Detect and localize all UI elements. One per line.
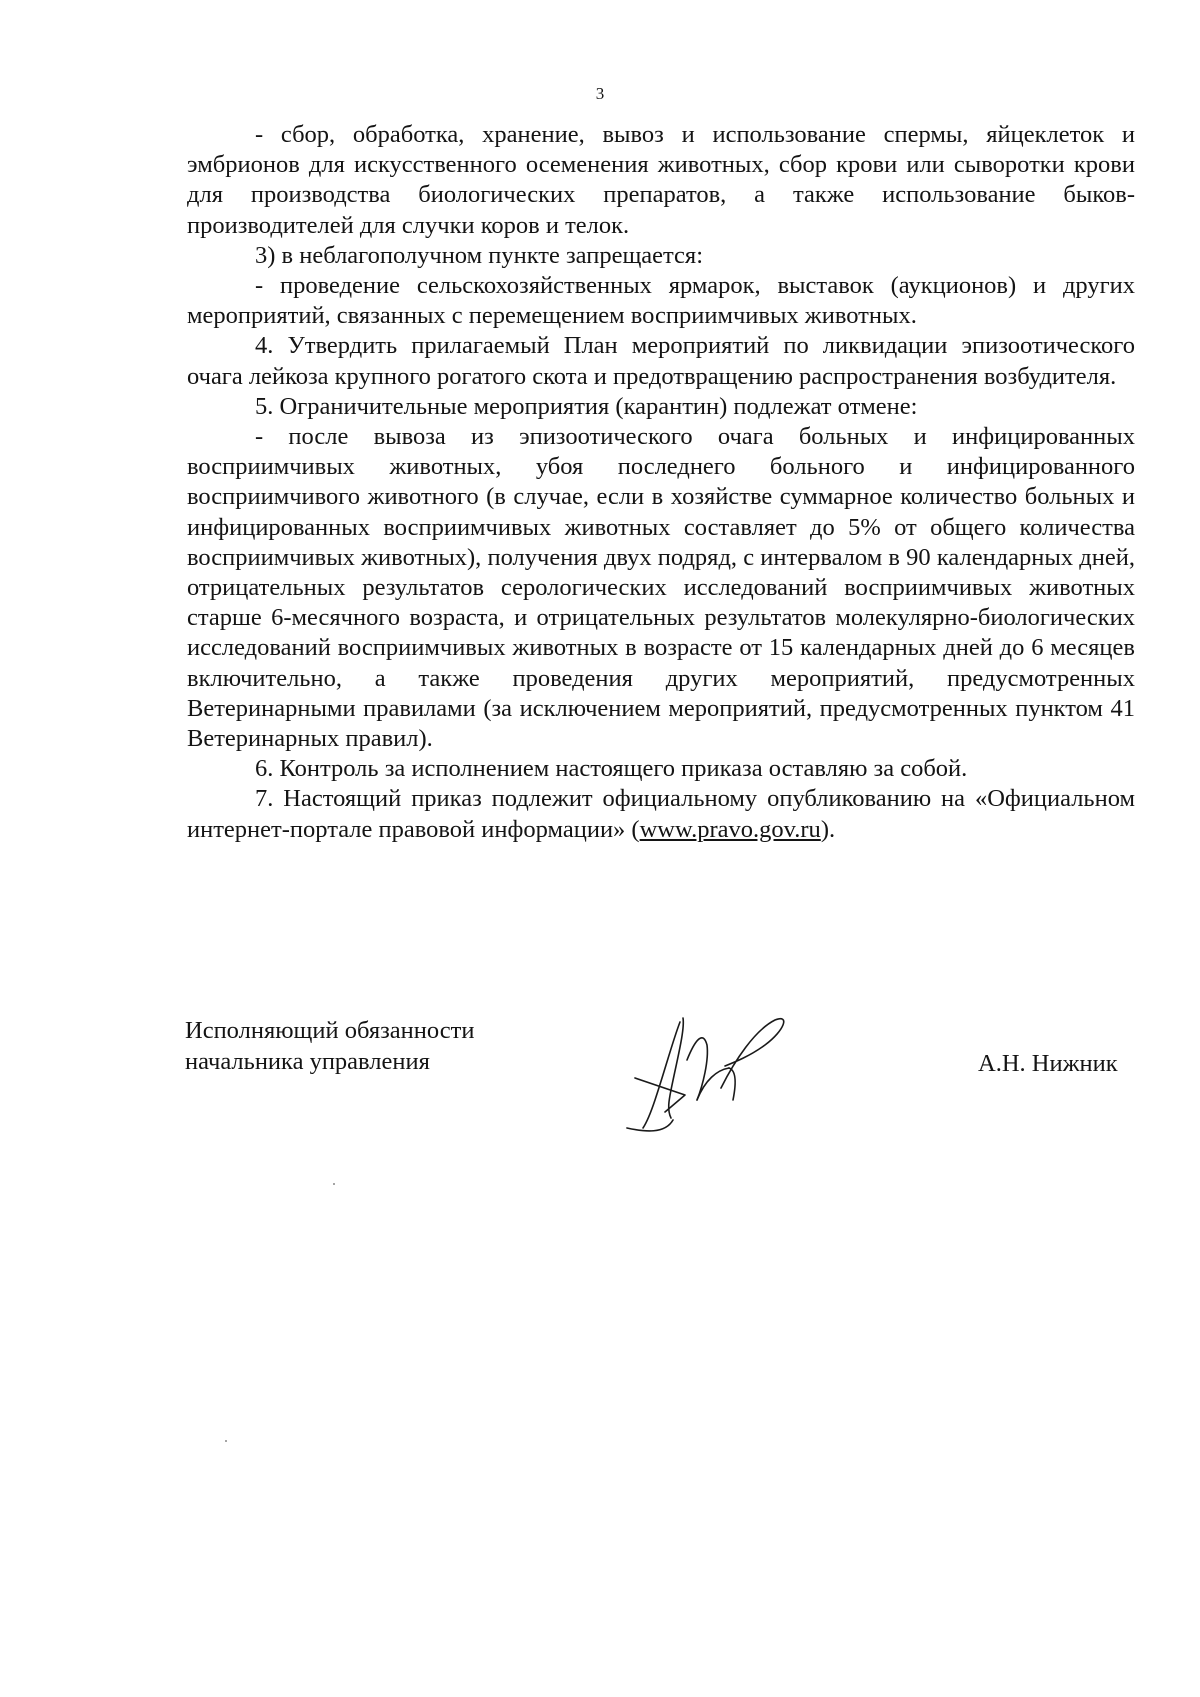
publication-text-end: ).	[820, 815, 836, 843]
handwritten-signature	[625, 1000, 845, 1140]
paragraph-semen-collection: - сбор, обработка, хранение, вывоз и использование спермы, яйцеклеток и эмбрионов для искусственного осеменения животных, сбор крови или сыворотки крови для производства биологических препаратов, а также использование быков-производителей для случки коров и телок.	[187, 121, 1135, 239]
paragraph-publication	[187, 784, 1135, 844]
scan-speck	[333, 1183, 335, 1185]
page-number: 3	[595, 84, 605, 103]
paragraph-cancel-conditions: - после вывоза из эпизоотического очага больных и инфицированных восприимчивых животных, убоя последнего больного и инфицированного восприимчивого животного (в случае, если в хозяйстве суммарное количество больных и инфицированных восприимчивых животных составляет до 5% от общего количества восприимчивых животных), получения двух подряд, с интервалом в 90 календарных дней, отрицательных результатов серологических исследований восприимчивых животных старше 6-месячного возраста, и отрицательных результатов молекулярно-биологических исследований восприимчивых животных в возрасте от 15 календарных дней до 6 месяцев включительно, а также проведения других мероприятий, предусмотренных Ветеринарными правилами (за исключением мероприятий, предусмотренных пунктом 41 Ветеринарных правил).	[187, 423, 1135, 753]
scan-speck	[225, 1440, 227, 1442]
paragraph-restrictions-cancel: 5. Ограничительные мероприятия (карантин) подлежат отмене:	[255, 392, 918, 420]
paragraph-fairs-prohibited: - проведение сельскохозяйственных ярмарок, выставок (аукционов) и других мероприятий, связанных с перемещением восприимчивых животных.	[187, 272, 1135, 330]
signer-title-line1: Исполняющий обязанности	[185, 1017, 475, 1044]
signer-title	[185, 1015, 474, 1077]
signer-name: А.Н. Нижник	[978, 1050, 1118, 1077]
pravo-link[interactable]: www.pravo.gov.ru	[639, 815, 821, 843]
document-body	[187, 120, 1135, 845]
paragraph-approve-plan: 4. Утвердить прилагаемый План мероприятий по ликвидации эпизоотического очага лейкоза крупного рогатого скота и предотвращению распространения возбудителя.	[187, 332, 1135, 390]
paragraph-control: 6. Контроль за исполнением настоящего приказа оставляю за собой.	[255, 755, 968, 783]
signer-title-line2: начальника управления	[185, 1048, 430, 1075]
paragraph-prohibited-in-point: 3) в неблагополучном пункте запрещается:	[255, 241, 704, 269]
publication-text: 7. Настоящий приказ подлежит официальному опубликованию на «Официальном интернет-портале правовой информации» (	[187, 785, 1135, 843]
